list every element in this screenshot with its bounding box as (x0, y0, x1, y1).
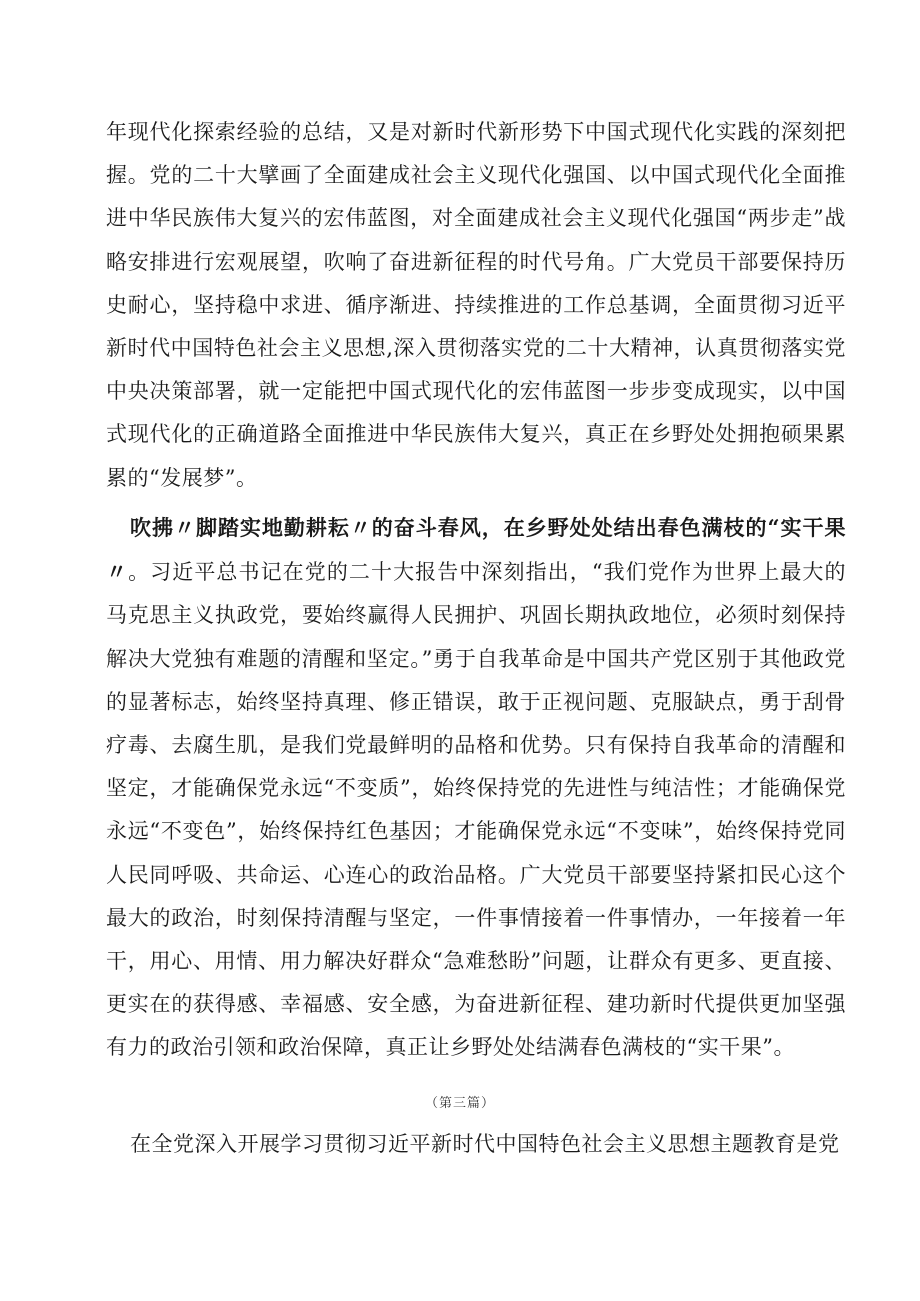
paragraph-2 (106, 506, 846, 1070)
paragraph-2-body: 。习近平总书记在党的二十大报告中深刻指出，“我们党作为世界上最大的马克思主义执政党，要始终赢得人民拥护、巩固长期执政地位，必须时刻保持解决大党独有难题的清醒和坚定。”勇于自我革命是中国共产党区别于其他政党的显著标志，始终坚持真理、修正错误，敢于正视问题、克服缺点，勇于刮骨疗毒、去腐生肌，是我们党最鲜明的品格和优势。只有保持自我革命的清醒和坚定，才能确保党永远“不变质”，始终保持党的先进性与纯洁性；才能确保党永远“不变色”，始终保持红色基因；才能确保党永远“不变味”，始终保持党同人民同呼吸、共命运、心连心的政治品格。广大党员干部要坚持紧扣民心这个最大的政治，时刻保持清醒与坚定，一件事情接着一件事情办，一年接着一年干，用心、用情、用力解决好群众“急难愁盼”问题，让群众有更多、更直接、更实在的获得感、幸福感、安全感，为奋进新征程、建功新时代提供更加坚强有力的政治引领和政治保障，真正让乡野处处结满春色满枝的“实干果”。 (106, 560, 847, 1060)
paragraph-2-lead: 吹拂〃脚踏实地勤耕耘〃的奋斗春风，在乡野处处结出春色满枝的“实干果〃 (106, 515, 846, 585)
paragraph-1: 年现代化探索经验的总结，又是对新时代新形势下中国式现代化实践的深刻把握。党的二十大擘画了全面建成社会主义现代化强国、以中国式现代化全面推进中华民族伟大复兴的宏伟蓝图，对全面建成社会主义现代化强国“两步走”战略安排进行宏观展望，吹响了奋进新征程的时代号角。广大党员干部要保持历史耐心，坚持稳中求进、循序渐进、持续推进的工作总基调，全面贯彻习近平新时代中国特色社会主义思想,深入贯彻落实党的二十大精神，认真贯彻落实党中央决策部署，就一定能把中国式现代化的宏伟蓝图一步步变成现实，以中国式现代化的正确道路全面推进中华民族伟大复兴，真正在乡野处处拥抱硕果累累的“发展梦”。 (106, 120, 846, 490)
paragraph-3: 在全党深入开展学习贯彻习近平新时代中国特色社会主义思想主题教育是党 (130, 1132, 840, 1156)
section-label: （第三篇） (424, 1096, 495, 1111)
